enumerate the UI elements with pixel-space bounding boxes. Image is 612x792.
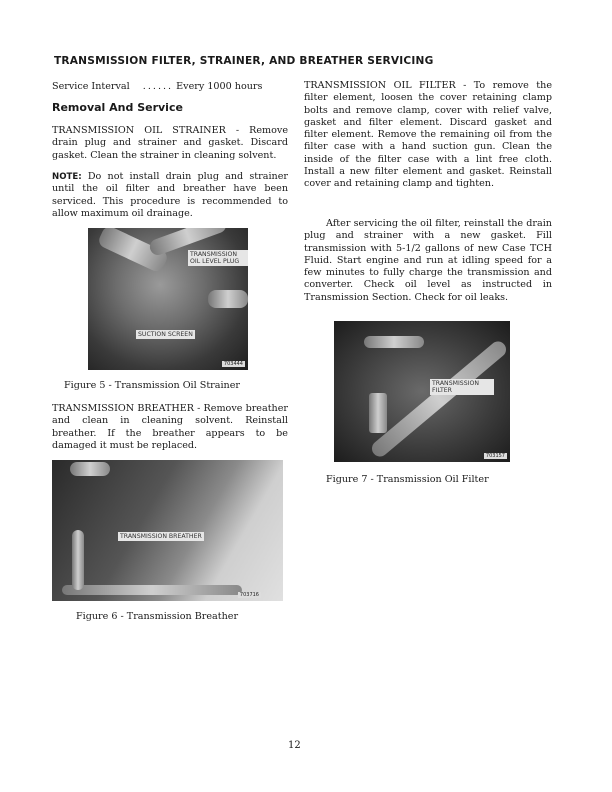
note-text: Do not install drain plug and strainer until the oil filter and breather have been serviced. This procedure is recommended to allow maximum oil drainage.	[52, 171, 288, 219]
figure-7-caption: Figure 7 - Transmission Oil Filter	[326, 474, 489, 485]
note-label: NOTE:	[52, 172, 82, 182]
figure-5-photo	[88, 228, 248, 370]
figure-6-caption: Figure 6 - Transmission Breather	[76, 611, 239, 622]
page-number: 12	[288, 740, 301, 751]
figure-7-label-filter: TRANSMISSION FILTER	[430, 379, 494, 395]
filter-paragraph: TRANSMISSION OIL FILTER - To remove the filter element, loosen the cover retaining clamp bolts and remove clamp, cover with relief valve, gasket and filter element. Discard gasket and filter element. Remove the remaining oil from the filter case with a hand suction gun. Clean the inside of the filter case with a lint free cloth. Install a new filter element and gasket. Reinstall cover and retaining clamp and tighten.	[304, 80, 552, 190]
note-paragraph	[52, 171, 288, 220]
figure-5-caption: Figure 5 - Transmission Oil Strainer	[64, 380, 240, 391]
figure-6-photo	[52, 460, 283, 601]
figure-5-label-oil-level-plug: TRANSMISSION OIL LEVEL PLUG	[188, 250, 248, 266]
figure-5-photo-number: 703444	[223, 361, 243, 367]
breather-paragraph: TRANSMISSION BREATHER - Remove breather and clean in cleaning solvent. Reinstall breather. If the breather appears to be damaged it must be replaced.	[52, 403, 288, 451]
after-servicing-paragraph: After servicing the oil filter, reinstall the drain plug and strainer with a new gasket. Fill transmission with 5-1/2 gallons of new Case TCH Fluid. Start engine and run at idling speed for a few minutes to fully charge the transmission and converter. Check oil level as instructed in Transmission Section. Check for oil leaks.	[304, 218, 552, 303]
figure-7-photo-number: 703157	[485, 453, 505, 459]
figure-7-photo	[334, 321, 510, 462]
figure-5-label-suction-screen: SUCTION SCREEN	[138, 331, 193, 338]
page-title: TRANSMISSION FILTER, STRAINER, AND BREATHER SERVICING	[54, 55, 434, 67]
figure-6-label-breather: TRANSMISSION BREATHER	[120, 533, 202, 540]
strainer-paragraph: TRANSMISSION OIL STRAINER - Remove drain plug and strainer and gasket. Discard gasket. Clean the strainer in cleaning solvent.	[52, 125, 288, 161]
service-interval-label: Service Interval	[52, 81, 130, 92]
service-interval-value: Every 1000 hours	[176, 81, 263, 92]
service-interval-dots: ......	[142, 81, 174, 92]
section-heading: Removal And Service	[52, 101, 183, 114]
service-interval	[52, 81, 288, 93]
figure-6-photo-number: 703716	[239, 592, 259, 598]
